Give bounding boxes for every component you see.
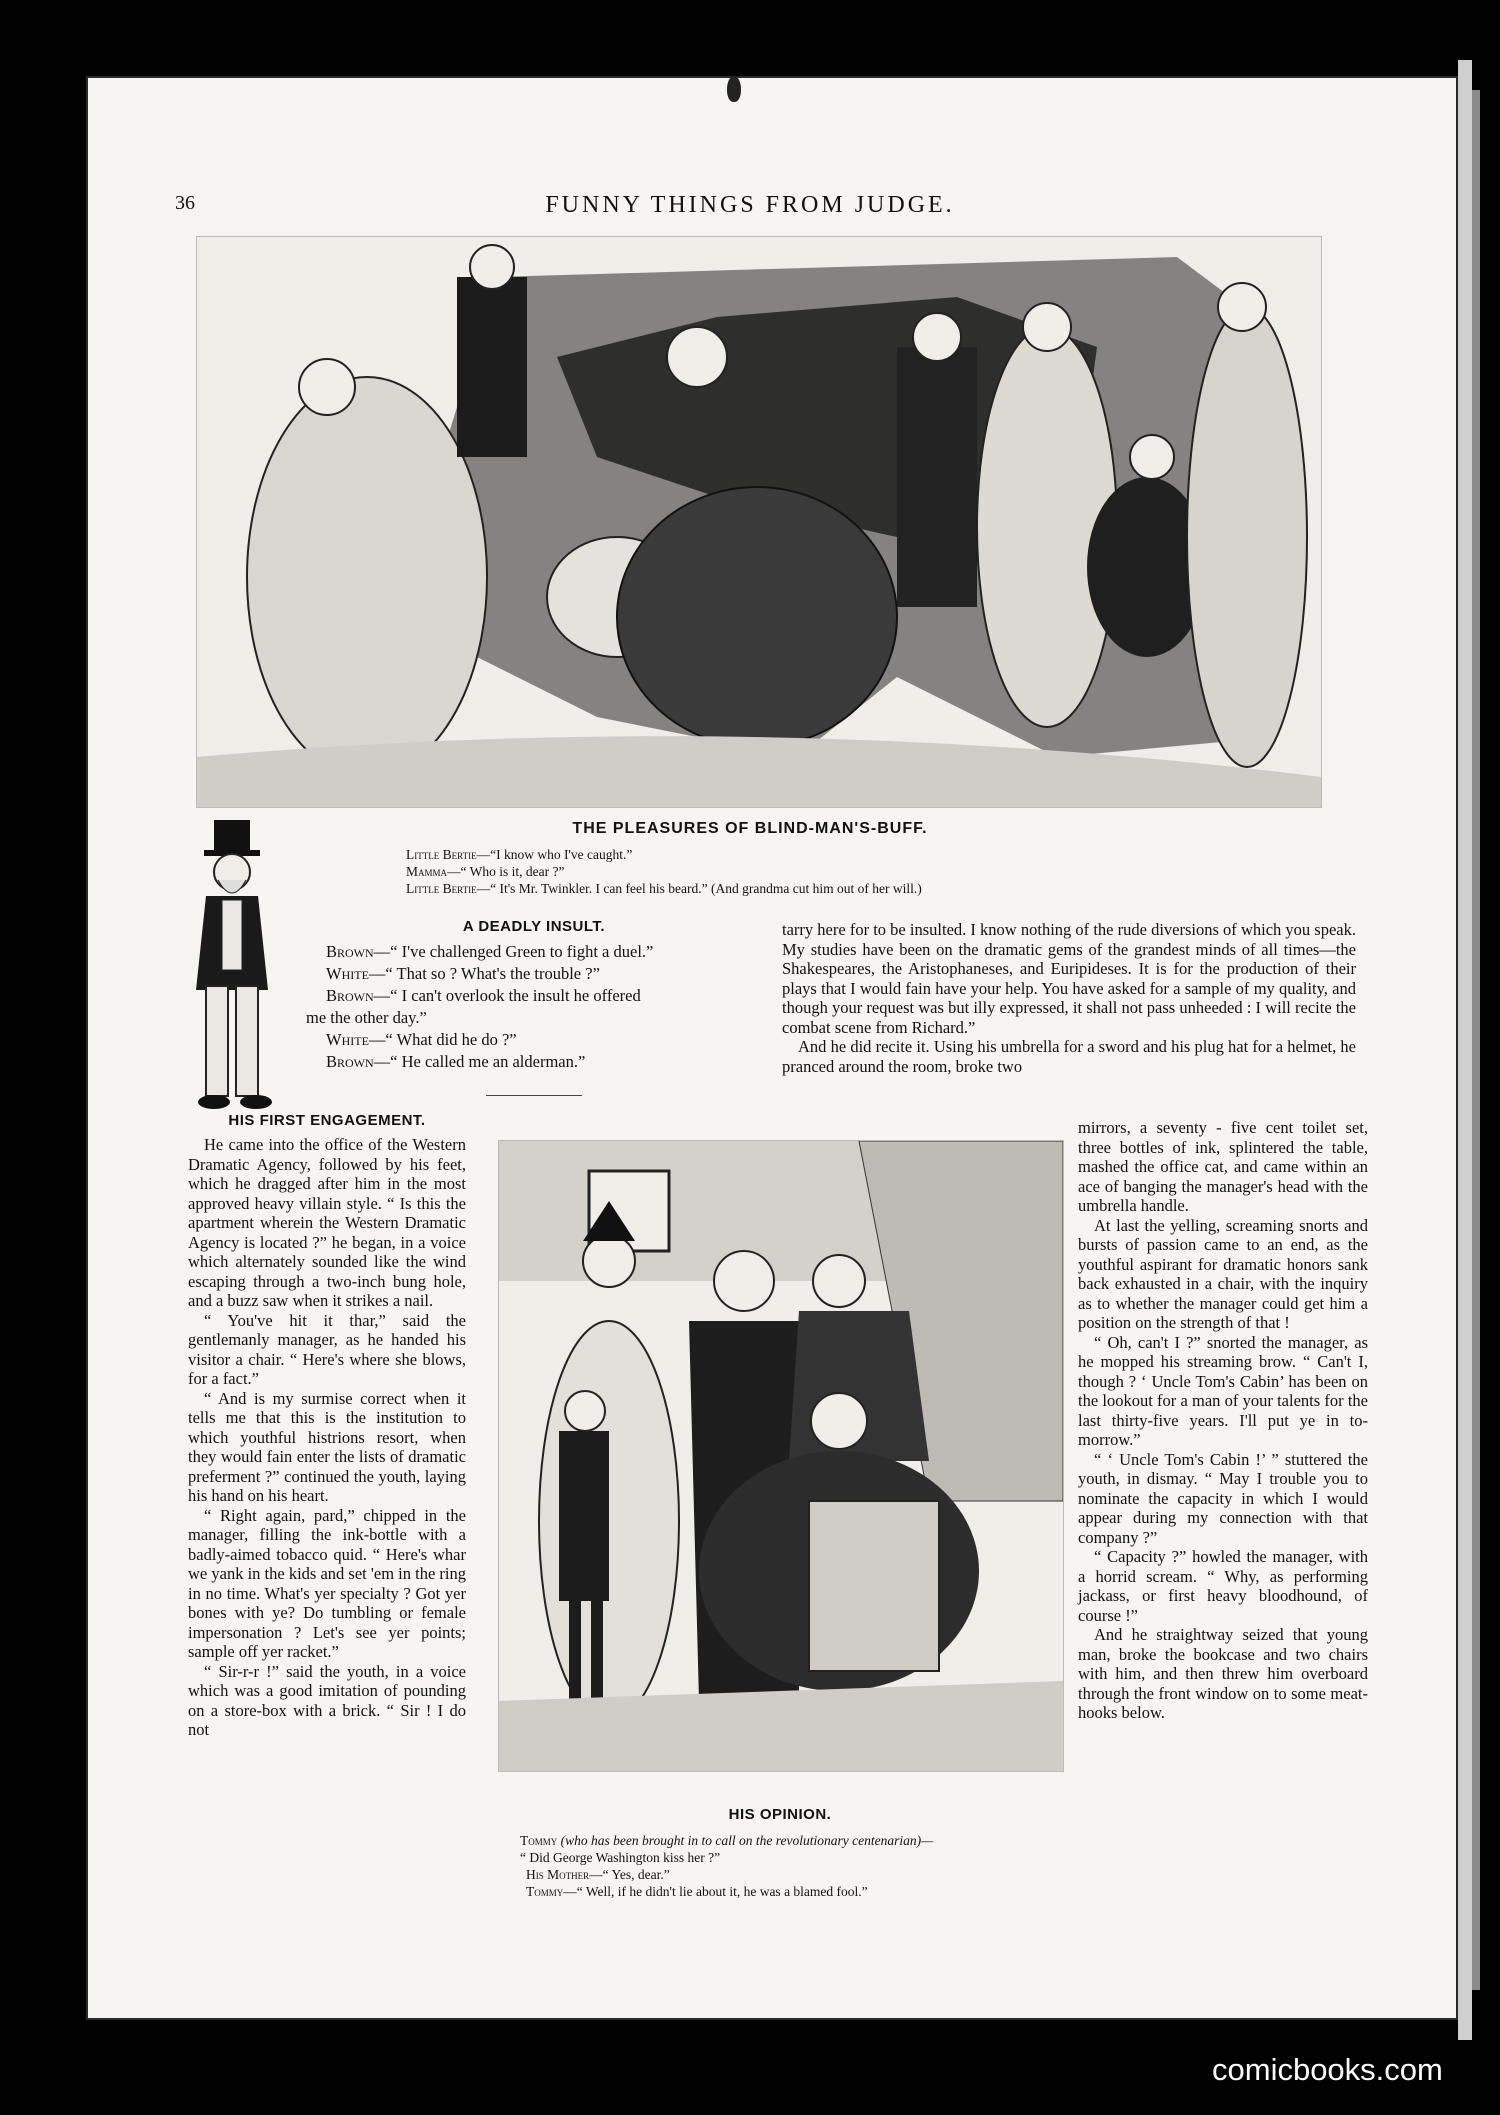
first-engagement-text (188, 1135, 466, 1740)
speaker: Brown (326, 1052, 374, 1071)
speaker: White (326, 964, 369, 983)
his-opinion-caption (520, 1832, 1080, 1900)
line-text: —“ Well, if he didn't lie about it, he was a blamed fool.” (563, 1884, 868, 1899)
running-head: FUNNY THINGS FROM JUDGE. (545, 192, 955, 218)
speaker: Brown (326, 942, 374, 961)
blindmans-buff-illustration (196, 236, 1322, 808)
ink-blot (727, 76, 741, 102)
paragraph: At last the yelling, screaming snorts and bursts of passion came to an end, as the youthful aspirant for dramatic honors sank back exhausted in a chair, with the inquiry as to whether the manager could get him a position on the strength of that ! (1078, 1215, 1368, 1332)
dialogue-line (306, 1007, 762, 1029)
line-text: —“ He called me an alderman.” (373, 1052, 586, 1071)
deadly-insult-section (306, 918, 762, 1073)
line-text: “ Did George Washington kiss her ?” (520, 1850, 721, 1865)
paragraph: “ Right again, pard,” chipped in the manager, filling the ink-bottle with a badly-aimed tobacco quid. “ Here's whar we yank in the kids and set 'em in the ring in no time. What's yer specialty ? Got yer bones with ye? Do tumbling or female impersonation ? Let's see yer points; sample off yer racket.” (188, 1505, 466, 1661)
speaker: White (326, 1030, 369, 1049)
continued-text (782, 920, 1356, 1076)
deadly-insult-dialogue (306, 941, 762, 1073)
line-text: —“ That so ? What's the trouble ?” (368, 964, 600, 983)
line-text: —“ Yes, dear.” (589, 1867, 670, 1882)
line-text: —“ I can't overlook the insult he offered (373, 986, 641, 1005)
speaker: Tommy (520, 1833, 558, 1848)
adjacent-page-shadow (1472, 90, 1480, 1990)
alderman-illustration (188, 820, 298, 1120)
dialogue-line (306, 941, 762, 963)
paragraph: mirrors, a seventy - five cent toilet set, three bottles of ink, splintered the table, mashed the office cat, and came within an ace of banging the manager's head with the umbrella handle. (1078, 1118, 1368, 1215)
first-engagement-continued-top (782, 920, 1356, 1076)
speaker: Little Bertie (406, 847, 477, 862)
line-text: —“I know who I've caught.” (476, 847, 633, 862)
paragraph: “ ‘ Uncle Tom's Cabin !’ ” stuttered the youth, in dismay. “ May I trouble you to nominate the capacity in which I would appear during my connection with that company ?” (1078, 1449, 1368, 1547)
dialogue-line (306, 963, 762, 985)
first-engagement-left-column (188, 1112, 466, 1740)
speaker: Brown (326, 986, 374, 1005)
his-opinion-title-wrap (498, 1806, 1062, 1823)
dialogue-line (306, 1051, 762, 1073)
caption-line (520, 1832, 1080, 1849)
line-text: me the other day.” (306, 1008, 427, 1027)
caption-line (406, 863, 1306, 880)
paragraph: tarry here for to be insulted. I know nothing of the rude diversions of which you speak. My studies have been on the dramatic gems of the grandest minds of all times—the Shakespeares, the Aristophaneses, and Euripideses. It is for the production of their plays that I would fain have your help. You have asked for a sample of my quality, and though your request was but illy expressed, it shall not pass unheeded : I will recite the combat scene from Richard.” (782, 920, 1356, 1037)
paragraph: “ You've hit it thar,” said the gentlemanly manager, as he handed his visitor a chair. “ Here's where she blows, for a fact.” (188, 1310, 466, 1388)
paragraph: And he straightway seized that young man, broke the bookcase and two chairs with him, and then threw him overboard through the front window on to some meat-hooks below. (1078, 1625, 1368, 1722)
paragraph: “ Capacity ?” howled the manager, with a horrid scream. “ Why, as performing jackass, or first heavy bloodhound, of course !” (1078, 1547, 1368, 1625)
paragraph: He came into the office of the Western Dramatic Agency, followed by his feet, which he dragged after him in the most approved heavy villain style. “ Is this the apartment wherein the Western Dramatic Agency is located ?” he began, in a voice which alternately sounded like the wind escaping through a two-inch bung hole, and a buzz saw when it strikes a nail. (188, 1135, 466, 1310)
deadly-insult-title: A DEADLY INSULT. (462, 918, 606, 935)
dialogue-line (306, 1029, 762, 1051)
speaker: His Mother (526, 1867, 590, 1882)
site-watermark: comicbooks.com (1212, 2052, 1443, 2087)
speaker: Tommy (526, 1884, 564, 1899)
stage-direction: (who has been brought in to call on the revolutionary centenarian)— (557, 1833, 934, 1848)
line-text: —“ It's Mr. Twinkler. I can feel his beard.” (And grandma cut him out of her will.) (476, 881, 922, 896)
line-text: —“ What did he do ?” (368, 1030, 517, 1049)
paragraph: “ Oh, can't I ?” snorted the manager, as he mopped his streaming brow. “ Can't I, though ? ‘ Uncle Tom's Cabin’ has been on the lookout for a man of your talents for the last thirty-five years. I'll put ye in to-morrow.” (1078, 1332, 1368, 1449)
his-opinion-illustration (498, 1140, 1064, 1772)
line-text: —“ Who is it, dear ?” (447, 864, 565, 879)
caption-line (406, 846, 1306, 863)
caption-line (520, 1849, 1080, 1866)
caption-line (520, 1866, 1080, 1883)
blindmans-buff-title: THE PLEASURES OF BLIND-MAN'S-BUFF. (572, 820, 928, 837)
speaker: Mamma (406, 864, 448, 879)
blindmans-buff-caption (406, 846, 1306, 897)
paragraph: “ Sir-r-r !” said the youth, in a voice which was a good imitation of pounding on a store-box with a brick. “ Sir ! I do not (188, 1661, 466, 1739)
adjacent-page-edge (1458, 60, 1472, 2040)
his-opinion-title: HIS OPINION. (728, 1806, 832, 1823)
right-column-text (1078, 1118, 1368, 1723)
first-engagement-right-column (1078, 1118, 1368, 1723)
speaker: Little Bertie (406, 881, 477, 896)
dialogue-line (306, 985, 762, 1007)
paragraph: And he did recite it. Using his umbrella for a sword and his plug hat for a helmet, he pranced around the room, broke two (782, 1037, 1356, 1076)
caption-line (520, 1883, 1080, 1900)
first-engagement-title: HIS FIRST ENGAGEMENT. (228, 1112, 426, 1129)
caption-line (406, 880, 1306, 897)
paragraph: “ And is my surmise correct when it tells me that this is the institution to which youthful histrions resort, when they would fain enter the lists of dramatic preferment ?” continued the youth, laying his hand on his heart. (188, 1388, 466, 1505)
section-divider (486, 1095, 582, 1096)
line-text: —“ I've challenged Green to fight a duel.” (373, 942, 654, 961)
page-number: 36 (175, 192, 195, 214)
